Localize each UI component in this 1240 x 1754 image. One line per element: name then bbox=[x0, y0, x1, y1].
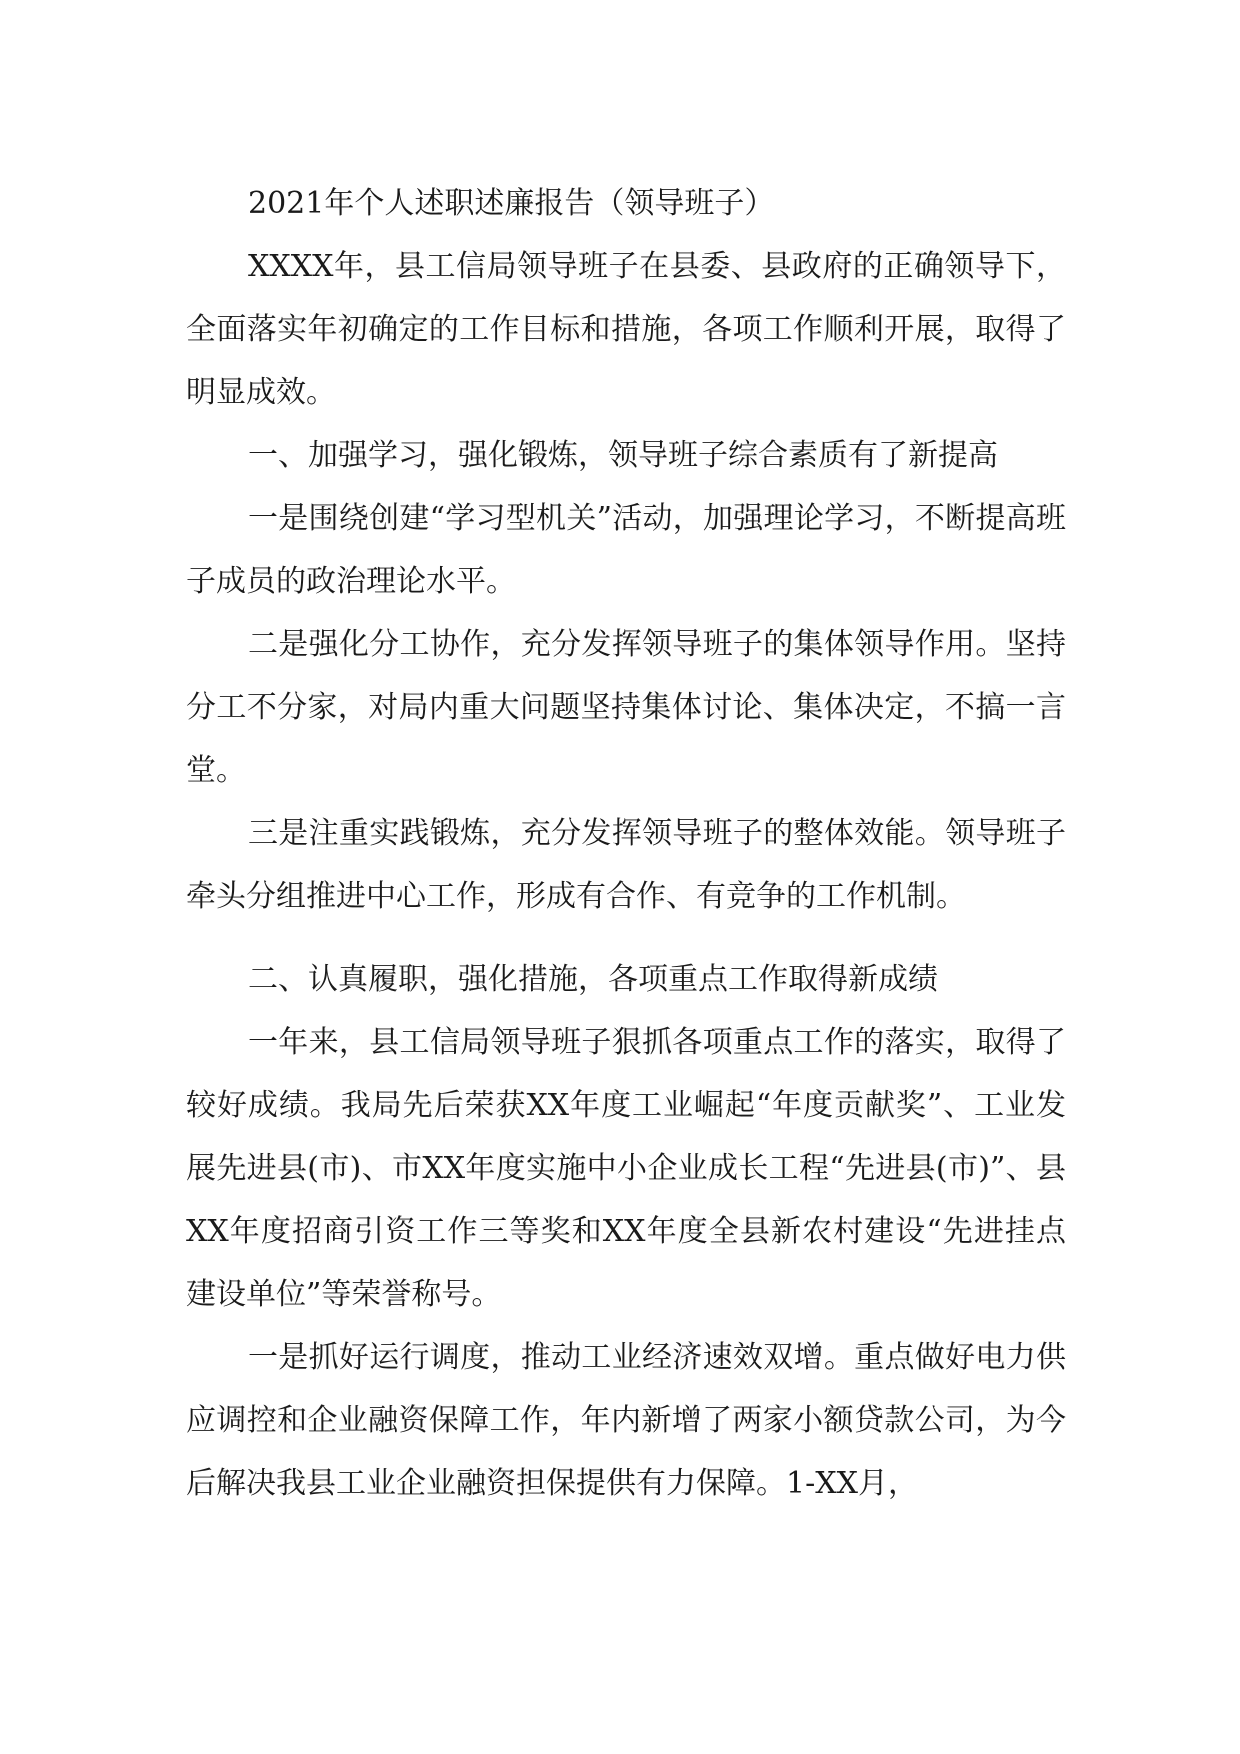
section-heading-1: 一、加强学习，强化锻炼，领导班子综合素质有了新提高 bbox=[248, 438, 998, 473]
document-body bbox=[186, 172, 1066, 1515]
paragraph-1-1: 一是围绕创建“学习型机关”活动，加强理论学习，不断提高班子成员的政治理论水平。 bbox=[186, 501, 1066, 599]
paragraph-2-intro: 一年来，县工信局领导班子狠抓各项重点工作的落实，取得了较好成绩。我局先后荣获XX年度工业崛起“年度贡献奖”、工业发展先进县(市)、市XX年度实施中小企业成长工程“先进县(市)”、县XX年度招商引资工作三等奖和XX年度全县新农村建设“先进挂点建设单位”等荣誉称号。 bbox=[186, 1025, 1066, 1312]
section-heading-2: 二、认真履职，强化措施，各项重点工作取得新成绩 bbox=[248, 962, 938, 997]
paragraph-1-3: 三是注重实践锻炼，充分发挥领导班子的整体效能。领导班子牵头分组推进中心工作，形成有合作、有竞争的工作机制。 bbox=[186, 816, 1066, 914]
document-title: 2021年个人述职述廉报告（领导班子） bbox=[248, 186, 775, 221]
paragraph-intro: XXXX年，县工信局领导班子在县委、县政府的正确领导下，全面落实年初确定的工作目标和措施，各项工作顺利开展，取得了明显成效。 bbox=[186, 249, 1066, 410]
paragraph-1-2: 二是强化分工协作，充分发挥领导班子的集体领导作用。坚持分工不分家，对局内重大问题坚持集体讨论、集体决定，不搞一言堂。 bbox=[186, 627, 1066, 788]
paragraph-2-1: 一是抓好运行调度，推动工业经济速效双增。重点做好电力供应调控和企业融资保障工作，年内新增了两家小额贷款公司，为今后解决我县工业企业融资担保提供有力保障。1-XX月， bbox=[186, 1340, 1066, 1501]
